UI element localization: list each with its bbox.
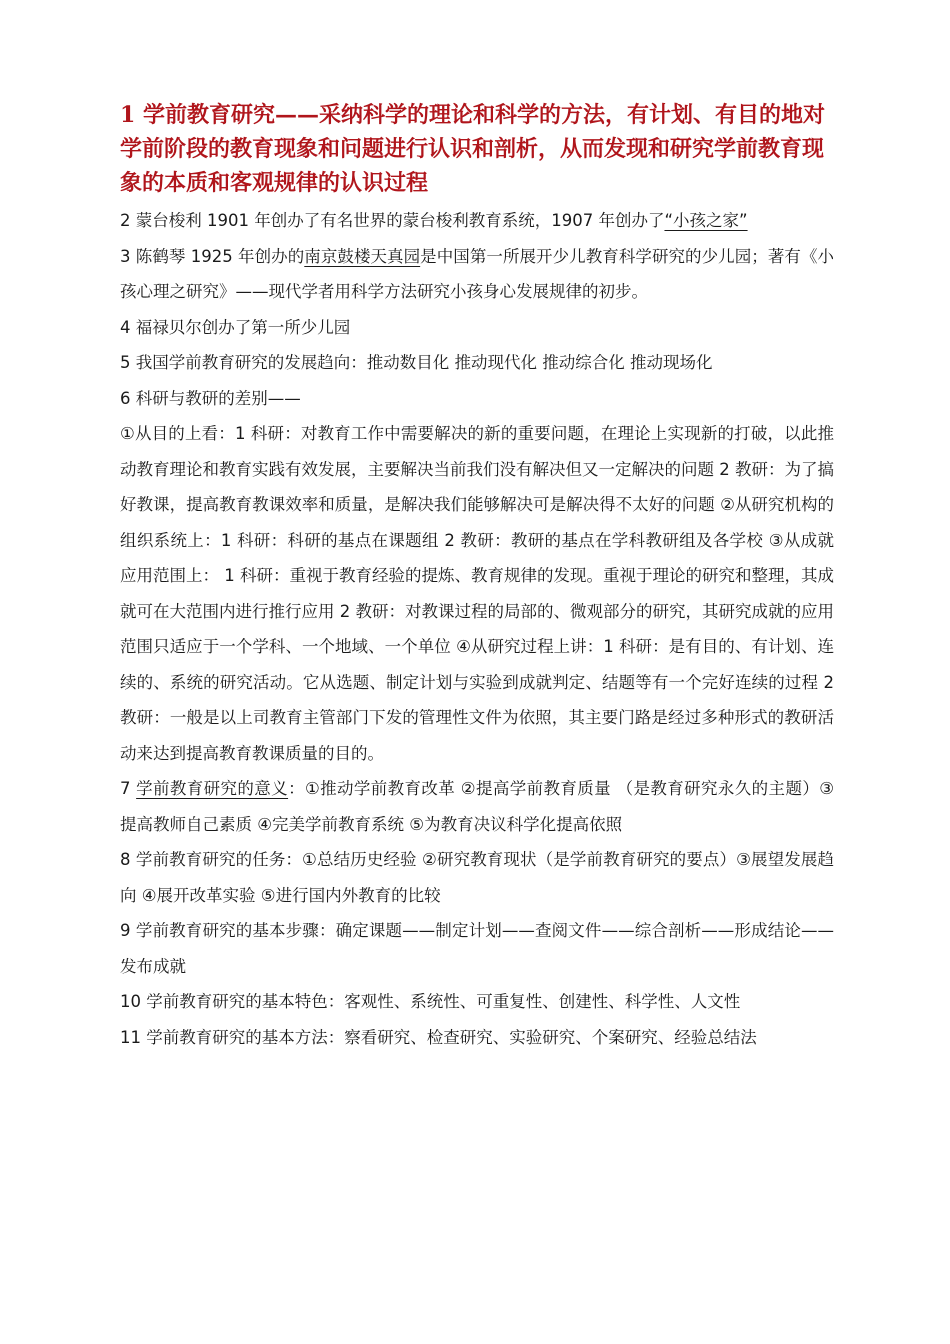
item-7-text: ：①推动学前教育改革 ②提高学前教育质量 （是教育研究永久的主题）③提高教师自己素质 ④完美学前教育系统 ⑤为教育决议科学化提高依照 [120, 779, 834, 834]
item-6: 6 科研与教研的差别—— [120, 388, 301, 408]
item-7-number: 7 [120, 779, 137, 798]
item-4: 4 福禄贝尔创办了第一所少儿园 [120, 317, 351, 337]
item-7 [120, 771, 834, 842]
document-page [120, 98, 834, 1055]
item-6-body: ①从目的上看：1 科研：对教育工作中需要解决的新的重要问题，在理论上实现新的打破，以此推动教育理论和教育实践有效发展，主要解决当前我们没有解决但又一定解决的问题 2 教研：为了搞好教课，提高教育教课效率和质量，是解决我们能够解决可是解决得不太好的问题 ②从研究机构的组织系统上：1 科研：科研的基点在课题组 2 教研：教研的基点在学科教研组及各学校 ③从成就应用范围上： 1 科研：重视于教育经验的提炼、教育规律的发现。重视于理论的研究和整理，其成就可在大范围内进行推行应用 2 教研：对教课过程的局部的、微观部分的研究，其研究成就的应用范围只适应于一个学科、一个地域、一个单位 ④从研究过程上讲：1 科研：是有目的、有计划、连续的、系统的研究活动。它从选题、制定计划与实验到成就判定、结题等有一个完好连续的过程 2 教研：一般是以上司教育主管部门下发的管理性文件为依照，其主要门路是经过多种形式的教研活动来达到提高教育教课质量的目的。 [120, 424, 834, 763]
item-3-text: 3 陈鹤琴 1925 年创办的 [120, 246, 305, 266]
item-3-underlined: 南京鼓楼天真园 [304, 246, 421, 266]
item-3-text-rest: 是中国第一所展开少儿教育科学研究的少儿园；著有《小孩心理之研究》——现代学者用科学方法研究小孩身心发展规律的初步。 [120, 246, 834, 301]
item-2-text: 2 蒙台梭利 1901 年创办了有名世界的蒙台梭利教育系统，1907 年创办了 [120, 211, 665, 230]
item-3 [120, 239, 834, 310]
item-11: 11 学前教育研究的基本方法：察看研究、检查研究、实验研究、个案研究、经验总结法 [120, 1027, 757, 1047]
item-8: 8 学前教育研究的任务：①总结历史经验 ②研究教育现状（是学前教育研究的要点）③展望发展趋向 ④展开改革实验 ⑤进行国内外教育的比较 [120, 850, 834, 905]
item-2 [120, 203, 834, 239]
item-5: 5 我国学前教育研究的发展趋向：推动数目化 推动现代化 推动综合化 推动现场化 [120, 353, 713, 372]
item-10: 10 学前教育研究的基本特色：客观性、系统性、可重复性、创建性、科学性、人文性 [120, 992, 741, 1011]
item-2-underlined: “小孩之家” [664, 211, 748, 230]
item-9: 9 学前教育研究的基本步骤：确定课题——制定计划——查阅文件——综合剖析——形成结论——发布成就 [120, 921, 834, 976]
item-7-underlined: 学前教育研究的意义 [136, 779, 289, 798]
heading-item-1: 1 学前教育研究——采纳科学的理论和科学的方法，有计划、有目的地对学前阶段的教育现象和问题进行认识和剖析，从而发现和研究学前教育现象的本质和客观规律的认识过程 [120, 102, 825, 196]
